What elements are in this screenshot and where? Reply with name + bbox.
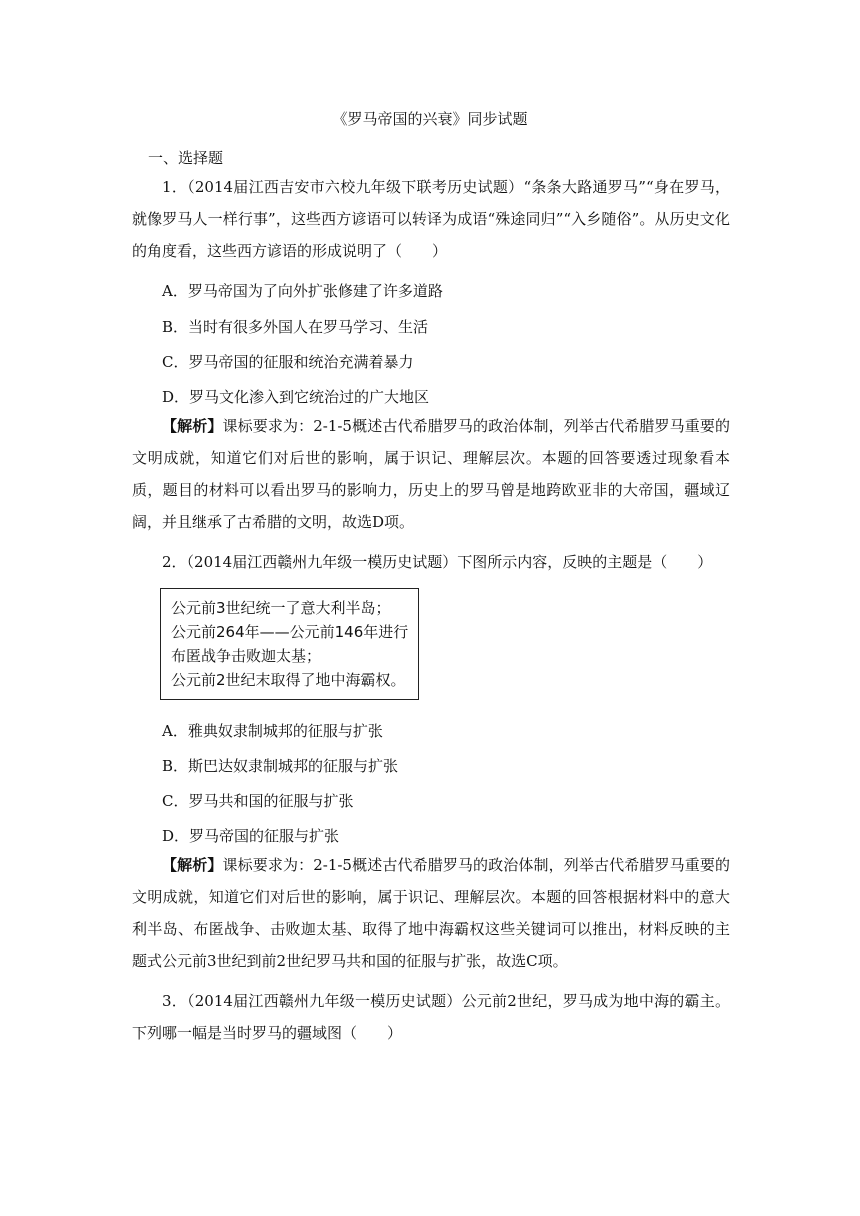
figure-line: 布匿战争击败迦太基；: [171, 647, 322, 665]
question-2-option-d: D．罗马帝国的征服与扩张: [162, 827, 340, 845]
question-2-analysis: [132, 849, 730, 977]
analysis-text: 课标要求为：2-1-5概述古代希腊罗马的政治体制，列举古代希腊罗马重要的文明成就，知道它们对后世的影响，属于识记、理解层次。本题的回答要透过现象看本质，题目的材料可以看出罗马的影响力，历史上的罗马曾是地跨欧亚非的大帝国，疆域辽阔，并且继承了古希腊的文明，故选D项。: [132, 417, 730, 531]
question-1-option-c: C．罗马帝国的征服和统治充满着暴力: [162, 353, 414, 371]
figure-line: 公元前3世纪统一了意大利半岛；: [171, 599, 391, 617]
analysis-tag: 【解析】: [162, 417, 223, 435]
document-title: 《罗马帝国的兴衰》同步试题: [332, 110, 528, 128]
figure-line: 公元前264年——公元前146年进行: [171, 623, 409, 641]
question-2-figure: [160, 588, 419, 700]
question-2-option-b: B．斯巴达奴隶制城邦的征服与扩张: [162, 757, 399, 775]
analysis-text: 课标要求为：2-1-5概述古代希腊罗马的政治体制，列举古代希腊罗马重要的文明成就，知道它们对后世的影响，属于识记、理解层次。本题的回答根据材料中的意大利半岛、布匿战争、击败迦太基、取得了地中海霸权这些关键词可以推出，材料反映的主题式公元前3世纪到前2世纪罗马共和国的征服与扩张，故选C项。: [132, 856, 730, 970]
question-3-stem: 3．（2014届江西赣州九年级一模历史试题）公元前2世纪，罗马成为地中海的霸主。下列哪一幅是当时罗马的疆域图（ ）: [132, 992, 730, 1042]
analysis-tag: 【解析】: [162, 856, 223, 874]
question-1-option-a: A．罗马帝国为了向外扩张修建了许多道路: [162, 282, 443, 300]
question-1-option-b: B．当时有很多外国人在罗马学习、生活: [162, 318, 429, 336]
question-2-option-c: C．罗马共和国的征服与扩张: [162, 792, 354, 810]
section-heading: 一、选择题: [148, 149, 224, 167]
question-1-option-d: D．罗马文化渗入到它统治过的广大地区: [162, 388, 430, 406]
question-1-analysis: [132, 410, 730, 538]
question-1-stem: 1．（2014届江西吉安市六校九年级下联考历史试题）“条条大路通罗马”“身在罗马，就像罗马人一样行事”，这些西方谚语可以转译为成语“殊途同归”“入乡随俗”。从历史文化的角度看，这些西方谚语的形成说明了（ ）: [132, 178, 730, 260]
question-2-stem: 2．（2014届江西赣州九年级一模历史试题）下图所示内容，反映的主题是（ ）: [162, 553, 713, 571]
figure-line: 公元前2世纪末取得了地中海霸权。: [171, 671, 406, 689]
question-2-option-a: A．雅典奴隶制城邦的征服与扩张: [162, 722, 383, 740]
